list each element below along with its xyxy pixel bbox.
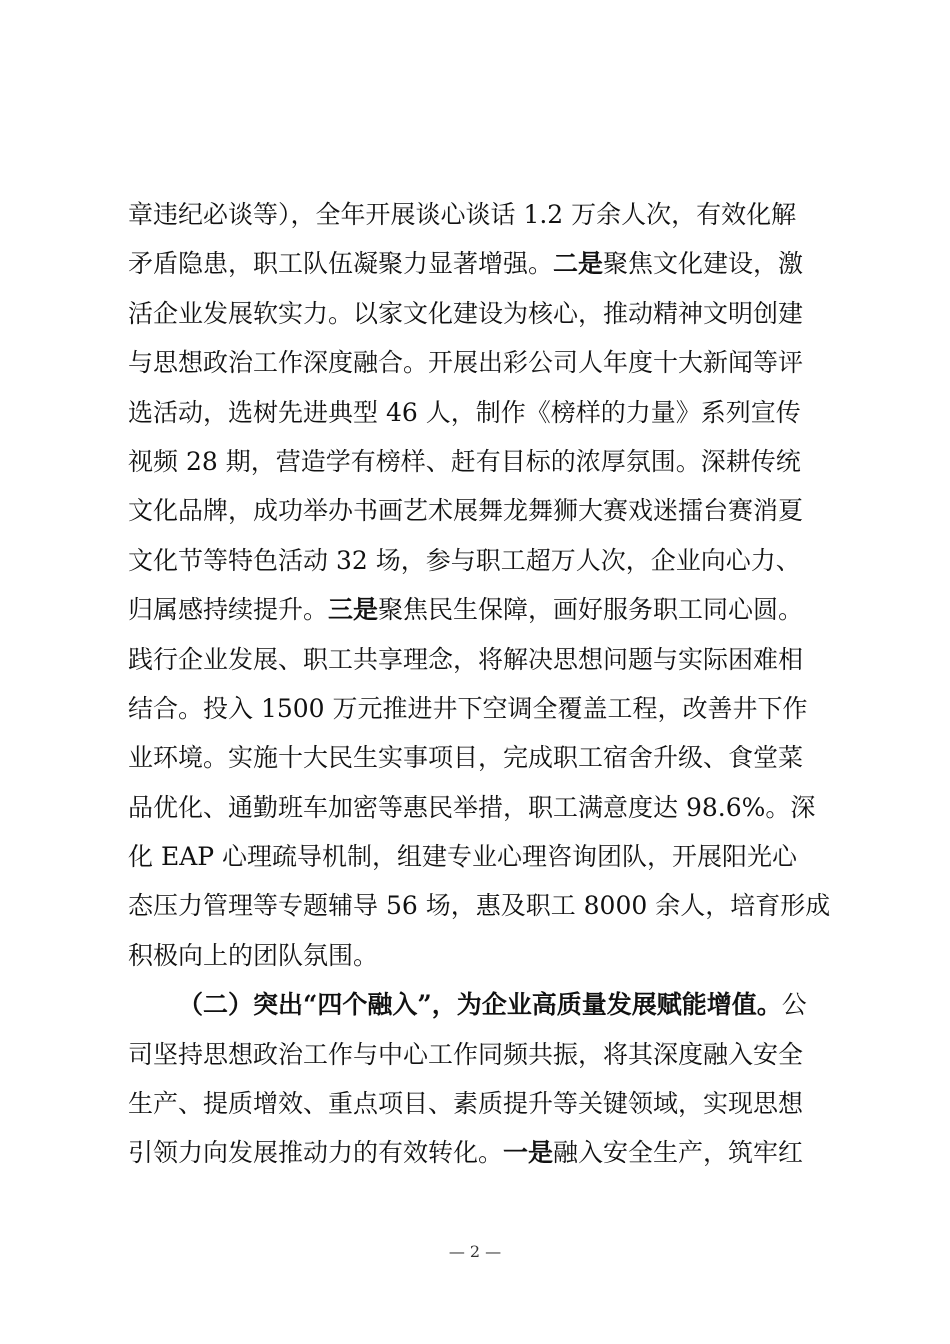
text-line (128, 289, 828, 338)
text-segment: 融入安全生产，筑牢红 (553, 1138, 804, 1168)
text-segment: 文化品牌，成功举办书画艺术展舞龙舞狮大赛戏迷擂台赛消夏 (128, 496, 804, 526)
text-line (128, 190, 828, 239)
text-segment: 归属感持续提升。 (128, 595, 329, 625)
text-segment: 矛盾隐患，职工队伍凝聚力显著增强。 (128, 249, 554, 279)
bold-text-segment: （二）突出“四个融入”，为企业高质量发展赋能增值。 (178, 990, 782, 1020)
text-line (128, 585, 828, 634)
text-line (128, 1079, 828, 1128)
text-line (128, 388, 828, 437)
text-segment: 章违纪必谈等），全年开展谈心谈话 1.2 万余人次，有效化解 (128, 200, 797, 229)
text-line (128, 338, 828, 387)
text-segment: 化 EAP 心理疏导机制，组建专业心理咨询团队，开展阳光心 (128, 842, 798, 872)
text-line (128, 1128, 828, 1177)
bold-text-segment: 一是 (503, 1138, 554, 1168)
text-line (128, 733, 828, 782)
text-segment: 聚焦民生保障，画好服务职工同心圆。 (378, 595, 804, 625)
text-segment: 践行企业发展、职工共享理念，将解决思想问题与实际困难相 (128, 644, 804, 674)
text-segment: 文化节等特色活动 32 场，参与职工超万人次，企业向心力、 (128, 545, 801, 575)
text-line (128, 881, 831, 930)
text-segment: 选活动，选树先进典型 46 人，制作《榜样的力量》系列宣传 (128, 397, 801, 427)
bold-text-segment: 二是 (553, 249, 604, 279)
text-segment: 活企业发展软实力。以家文化建设为核心，推动精神文明创建 (128, 298, 804, 328)
text-line (128, 486, 828, 535)
text-line (128, 684, 828, 733)
page-number: — 2 — (448, 1242, 502, 1261)
text-segment: 公 (781, 990, 807, 1020)
text-segment: 生产、提质增效、重点项目、素质提升等关键领域，实现思想 (128, 1089, 804, 1119)
text-line (128, 783, 828, 832)
text-segment: 与思想政治工作深度融合。开展出彩公司人年度十大新闻等评 (128, 348, 804, 378)
text-line (128, 635, 828, 684)
text-line (128, 536, 828, 585)
text-line (128, 239, 828, 288)
text-segment: 积极向上的团队氛围。 (128, 940, 379, 970)
text-segment: 业环境。实施十大民生实事项目，完成职工宿舍升级、食堂菜 (128, 743, 804, 773)
text-segment: 态压力管理等专题辅导 56 场，惠及职工 8000 余人，培育形成 (128, 891, 831, 921)
text-segment: 司坚持思想政治工作与中心工作同频共振，将其深度融入安全 (128, 1039, 804, 1069)
text-segment: 引领力向发展推动力的有效转化。 (128, 1138, 504, 1168)
body-text (128, 190, 831, 1178)
text-segment: 品优化、通勤班车加密等惠民举措，职工满意度达 98.6%。深 (128, 792, 816, 822)
bold-text-segment: 三是 (328, 595, 379, 625)
text-line (128, 980, 828, 1029)
text-line (128, 931, 828, 980)
text-line (128, 1030, 828, 1079)
text-segment: 视频 28 期，营造学有榜样、赶有目标的浓厚氛围。深耕传统 (128, 446, 801, 476)
text-segment: 聚焦文化建设，激 (603, 249, 804, 279)
text-line (128, 832, 828, 881)
text-segment: 结合。投入 1500 万元推进井下空调全覆盖工程，改善井下作 (128, 693, 808, 723)
text-line (128, 437, 828, 486)
